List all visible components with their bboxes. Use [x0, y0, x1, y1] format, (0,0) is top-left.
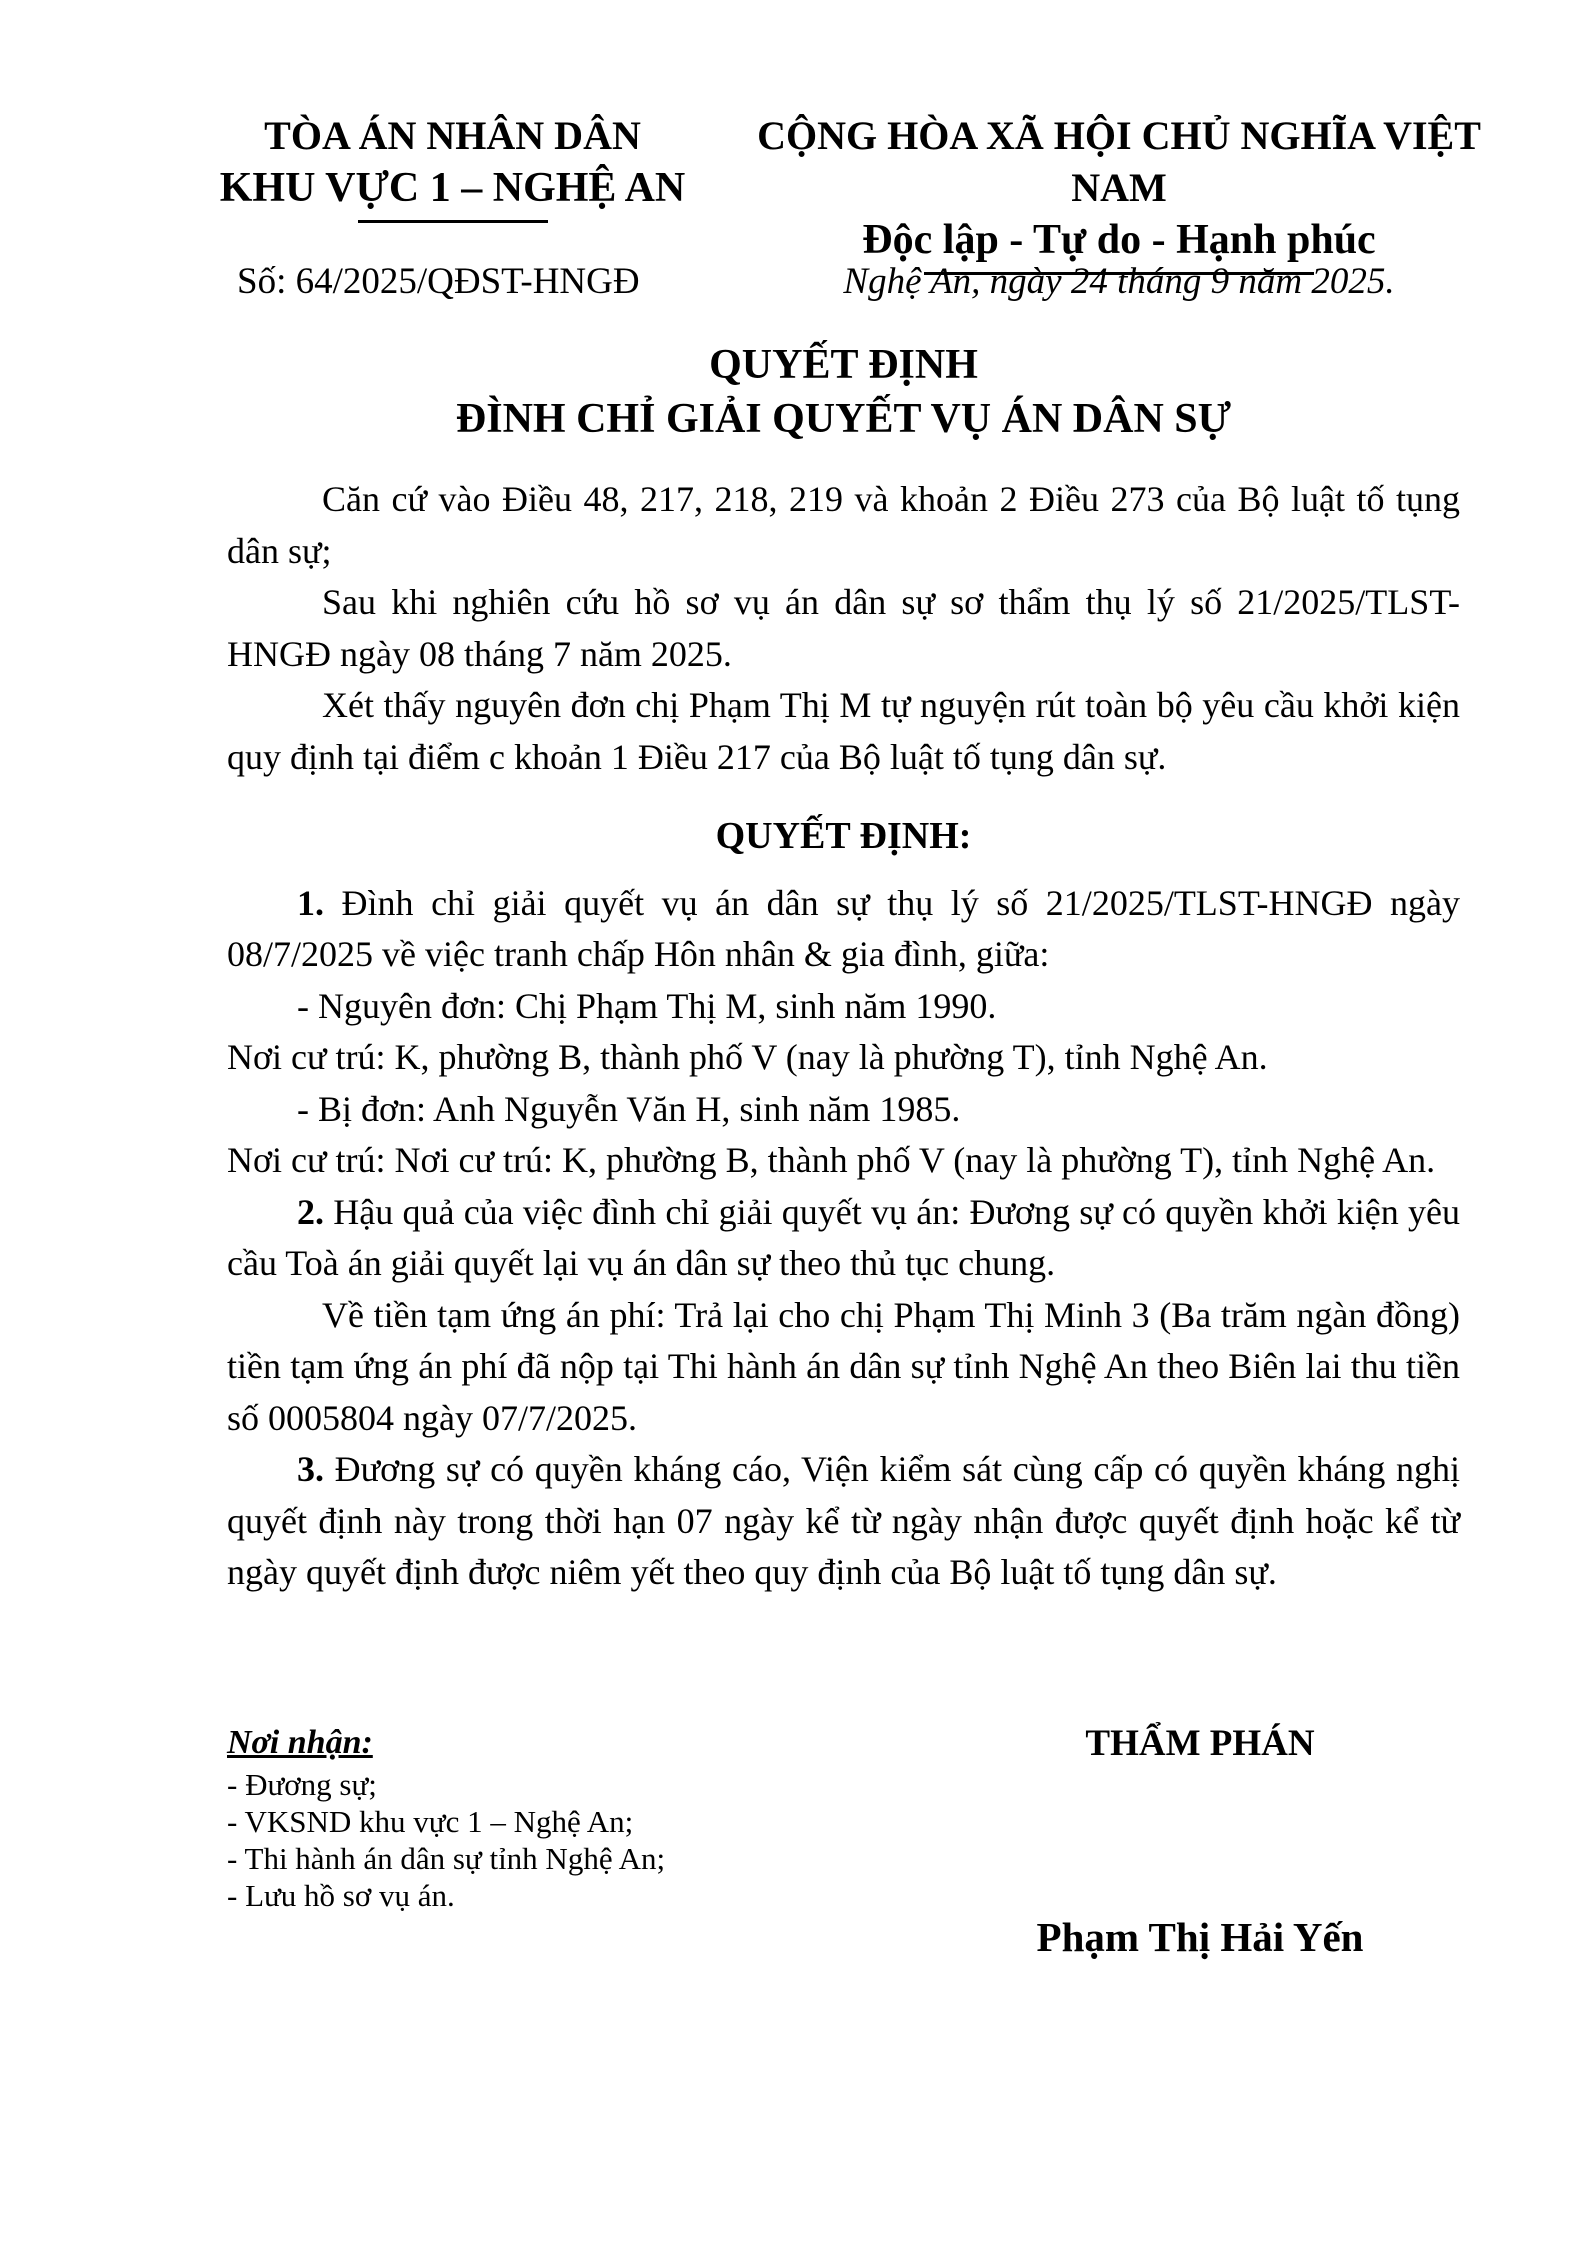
document-title-line2: ĐÌNH CHỈ GIẢI QUYẾT VỤ ÁN DÂN SỰ [455, 396, 1232, 442]
paragraph-article-3 [227, 1444, 1460, 1599]
paragraph-legal-basis: Căn cứ vào Điều 48, 217, 218, 219 và khoản 2 Điều 273 của Bộ luật tố tụng dân sự; [227, 479, 1460, 571]
recipient-item: - Thi hành án dân sự tỉnh Nghệ An; [227, 1841, 666, 1876]
recipient-item: - Đương sự; [227, 1767, 377, 1802]
court-name-line1: TÒA ÁN NHÂN DÂN [264, 113, 641, 158]
recipients-heading: Nơi nhận: [227, 1724, 373, 1761]
judge-name: Phạm Thị Hải Yến [1036, 1914, 1364, 1960]
paragraph-article-3-number: 3. [297, 1449, 324, 1489]
motto-line2: Độc lập - Tự do - Hạnh phúc [862, 217, 1376, 263]
signature-block [985, 1722, 1415, 1962]
place-and-date: Nghệ An, ngày 24 tháng 9 năm 2025. [843, 261, 1395, 302]
document-title [227, 338, 1460, 446]
judge-title: THẨM PHÁN [1085, 1723, 1315, 1764]
national-motto-block [748, 110, 1490, 275]
decision-heading: QUYẾT ĐỊNH: [715, 815, 972, 857]
paragraph-article-1-number: 1. [297, 882, 324, 923]
paragraph-article-1-text: Đình chỉ giải quyết vụ án dân sự thụ lý số 21/2025/TLST-HNGĐ ngày 08/7/2025 về việc tranh chấp Hôn nhân & gia đình, giữa: [227, 882, 1460, 974]
recipients-list [227, 1766, 947, 1914]
paragraph-article-2-text: Hậu quả của việc đình chỉ giải quyết vụ án: Đương sự có quyền khởi kiện yêu cầu Toà án giải quyết lại vụ án dân sự theo thủ tục chung. [227, 1191, 1460, 1283]
paragraph-fee-refund: Về tiền tạm ứng án phí: Trả lại cho chị Phạm Thị Minh 3 (Ba trăm ngàn đồng) tiền tạm ứng án phí đã nộp tại Thi hành án dân sự tỉnh Nghệ An theo Biên lai thu tiền số 0005804 ngày 07/7/2025. [227, 1294, 1460, 1438]
paragraph-case-review: Sau khi nghiên cứu hồ sơ vụ án dân sự sơ thẩm thụ lý số 21/2025/TLST-HNGĐ ngày 08 tháng 7 năm 2025. [227, 582, 1460, 674]
paragraph-plaintiff-address: Nơi cư trú: K, phường B, thành phố V (nay là phường T), tỉnh Nghệ An. [227, 1037, 1268, 1077]
paragraph-finding: Xét thấy nguyên đơn chị Phạm Thị M tự nguyện rút toàn bộ yêu cầu khởi kiện quy định tại điểm c khoản 1 Điều 217 của Bộ luật tố tụng dân sự. [227, 685, 1460, 777]
document-number: Số: 64/2025/QĐST-HNGĐ [237, 261, 640, 302]
paragraph-defendant-address: Nơi cư trú: Nơi cư trú: K, phường B, thành phố V (nay là phường T), tỉnh Nghệ An. [227, 1140, 1436, 1180]
paragraph-article-3-text: Đương sự có quyền kháng cáo, Viện kiểm sát cùng cấp có quyền kháng nghị quyết định này trong thời hạn 07 ngày kể từ ngày nhận được quyết định hoặc kể từ ngày quyết định được niêm yết theo quy định của Bộ luật tố tụng dân sự. [227, 1449, 1460, 1592]
paragraph-article-2-number: 2. [297, 1191, 324, 1232]
paragraph-plaintiff: - Nguyên đơn: Chị Phạm Thị M, sinh năm 1990. [297, 985, 997, 1026]
document-body [227, 474, 1460, 1599]
motto-line1: CỘNG HÒA XÃ HỘI CHỦ NGHĨA VIỆT NAM [757, 113, 1481, 210]
recipient-item: - Lưu hồ sơ vụ án. [227, 1878, 455, 1913]
court-name-line2: KHU VỰC 1 – NGHỆ AN [219, 165, 686, 211]
recipient-item: - VKSND khu vực 1 – Nghệ An; [227, 1804, 634, 1839]
paragraph-article-2 [227, 1187, 1460, 1290]
paragraph-article-1 [227, 878, 1460, 981]
court-name-block [165, 110, 740, 223]
recipients-block [227, 1722, 947, 1914]
court-name-underline [358, 220, 548, 223]
paragraph-defendant: - Bị đơn: Anh Nguyễn Văn H, sinh năm 1985. [297, 1088, 961, 1129]
document-title-line1: QUYẾT ĐỊNH [709, 342, 978, 388]
